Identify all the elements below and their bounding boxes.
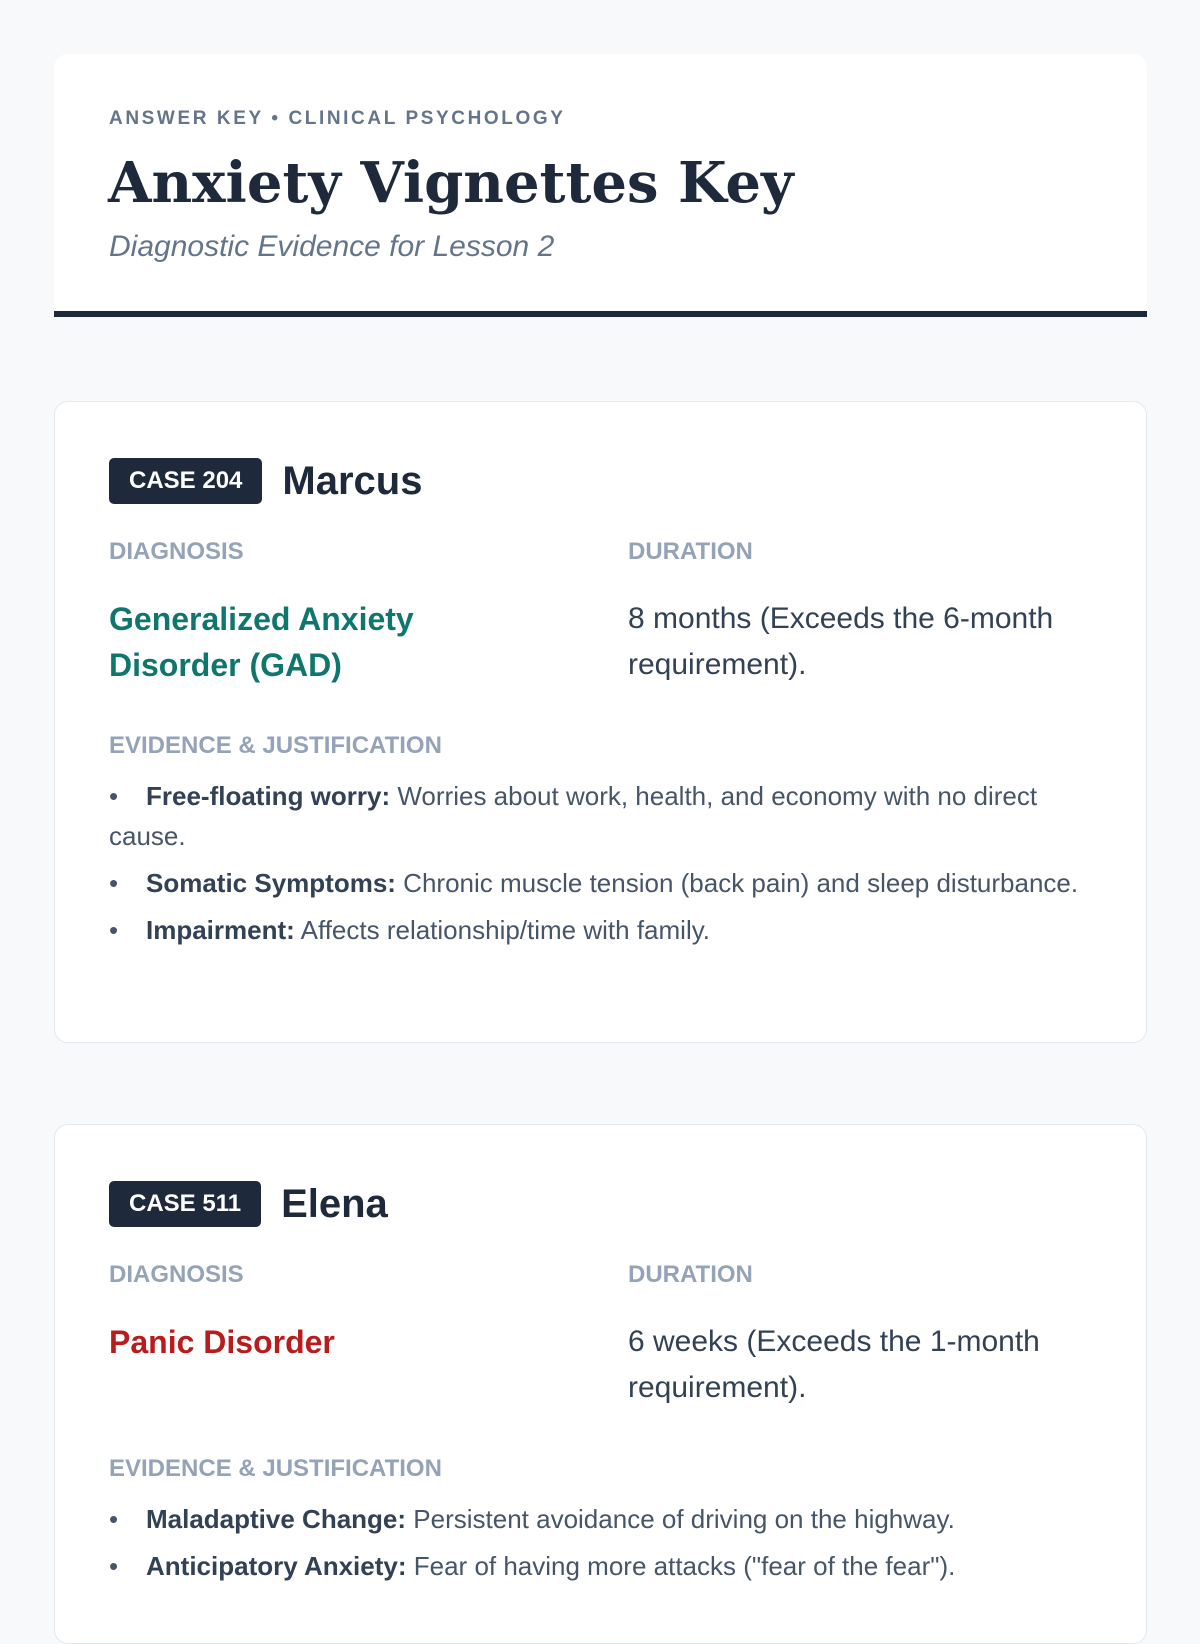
evidence-text: Fear of having more attacks ("fear of the fear"). <box>406 1551 956 1581</box>
evidence-term: Somatic Symptoms: <box>146 868 396 898</box>
bullet-icon: • <box>109 1504 119 1534</box>
bullet-icon: • <box>109 1551 119 1581</box>
evidence-label: EVIDENCE & JUSTIFICATION <box>109 1455 442 1482</box>
case-card-elena <box>54 1124 1147 1644</box>
evidence-term: Anticipatory Anxiety: <box>146 1551 407 1581</box>
bullet-icon: • <box>109 915 119 945</box>
evidence-item <box>109 1499 1099 1539</box>
evidence-text: Chronic muscle tension (back pain) and sleep disturbance. <box>395 868 1079 898</box>
evidence-item <box>109 1546 1099 1586</box>
evidence-list <box>109 1499 1099 1593</box>
evidence-term: Maladaptive Change: <box>146 1504 407 1534</box>
bullet-icon: • <box>109 868 119 898</box>
page-subtitle: Diagnostic Evidence for Lesson 2 <box>109 230 555 263</box>
duration-label: DURATION <box>628 538 753 565</box>
diagnosis-value: Generalized Anxiety Disorder (GAD) <box>109 601 414 683</box>
evidence-term: Impairment: <box>146 915 295 945</box>
page-title: Anxiety Vignettes Key <box>108 150 794 216</box>
evidence-item <box>109 776 1099 856</box>
bullet-icon: • <box>109 781 119 811</box>
evidence-text: Persistent avoidance of driving on the highway. <box>406 1504 955 1534</box>
evidence-item <box>109 910 1099 950</box>
page-header <box>54 54 1147 317</box>
evidence-text: Affects relationship/time with family. <box>294 915 711 945</box>
duration-value: 6 weeks (Exceeds the 1-month requirement). <box>628 1325 1040 1404</box>
evidence-label: EVIDENCE & JUSTIFICATION <box>109 732 442 759</box>
diagnosis-label: DIAGNOSIS <box>109 1261 244 1288</box>
case-badge: CASE 511 <box>109 1181 261 1227</box>
diagnosis-label: DIAGNOSIS <box>109 538 244 565</box>
evidence-list <box>109 776 1099 957</box>
case-badge: CASE 204 <box>109 458 262 504</box>
duration-label: DURATION <box>628 1261 753 1288</box>
eyebrow-label: ANSWER KEY • CLINICAL PSYCHOLOGY <box>109 108 566 129</box>
case-card-marcus <box>54 401 1147 1043</box>
evidence-text: Worries about work, health, and economy with no direct cause. <box>109 781 1038 851</box>
case-heading <box>109 1181 388 1227</box>
case-name: Elena <box>281 1181 388 1226</box>
duration-value: 8 months (Exceeds the 6-month requirement). <box>628 602 1054 681</box>
evidence-item <box>109 863 1099 903</box>
evidence-term: Free-floating worry: <box>146 781 391 811</box>
case-name: Marcus <box>282 458 423 503</box>
case-heading <box>109 458 422 504</box>
diagnosis-value: Panic Disorder <box>109 1324 335 1360</box>
